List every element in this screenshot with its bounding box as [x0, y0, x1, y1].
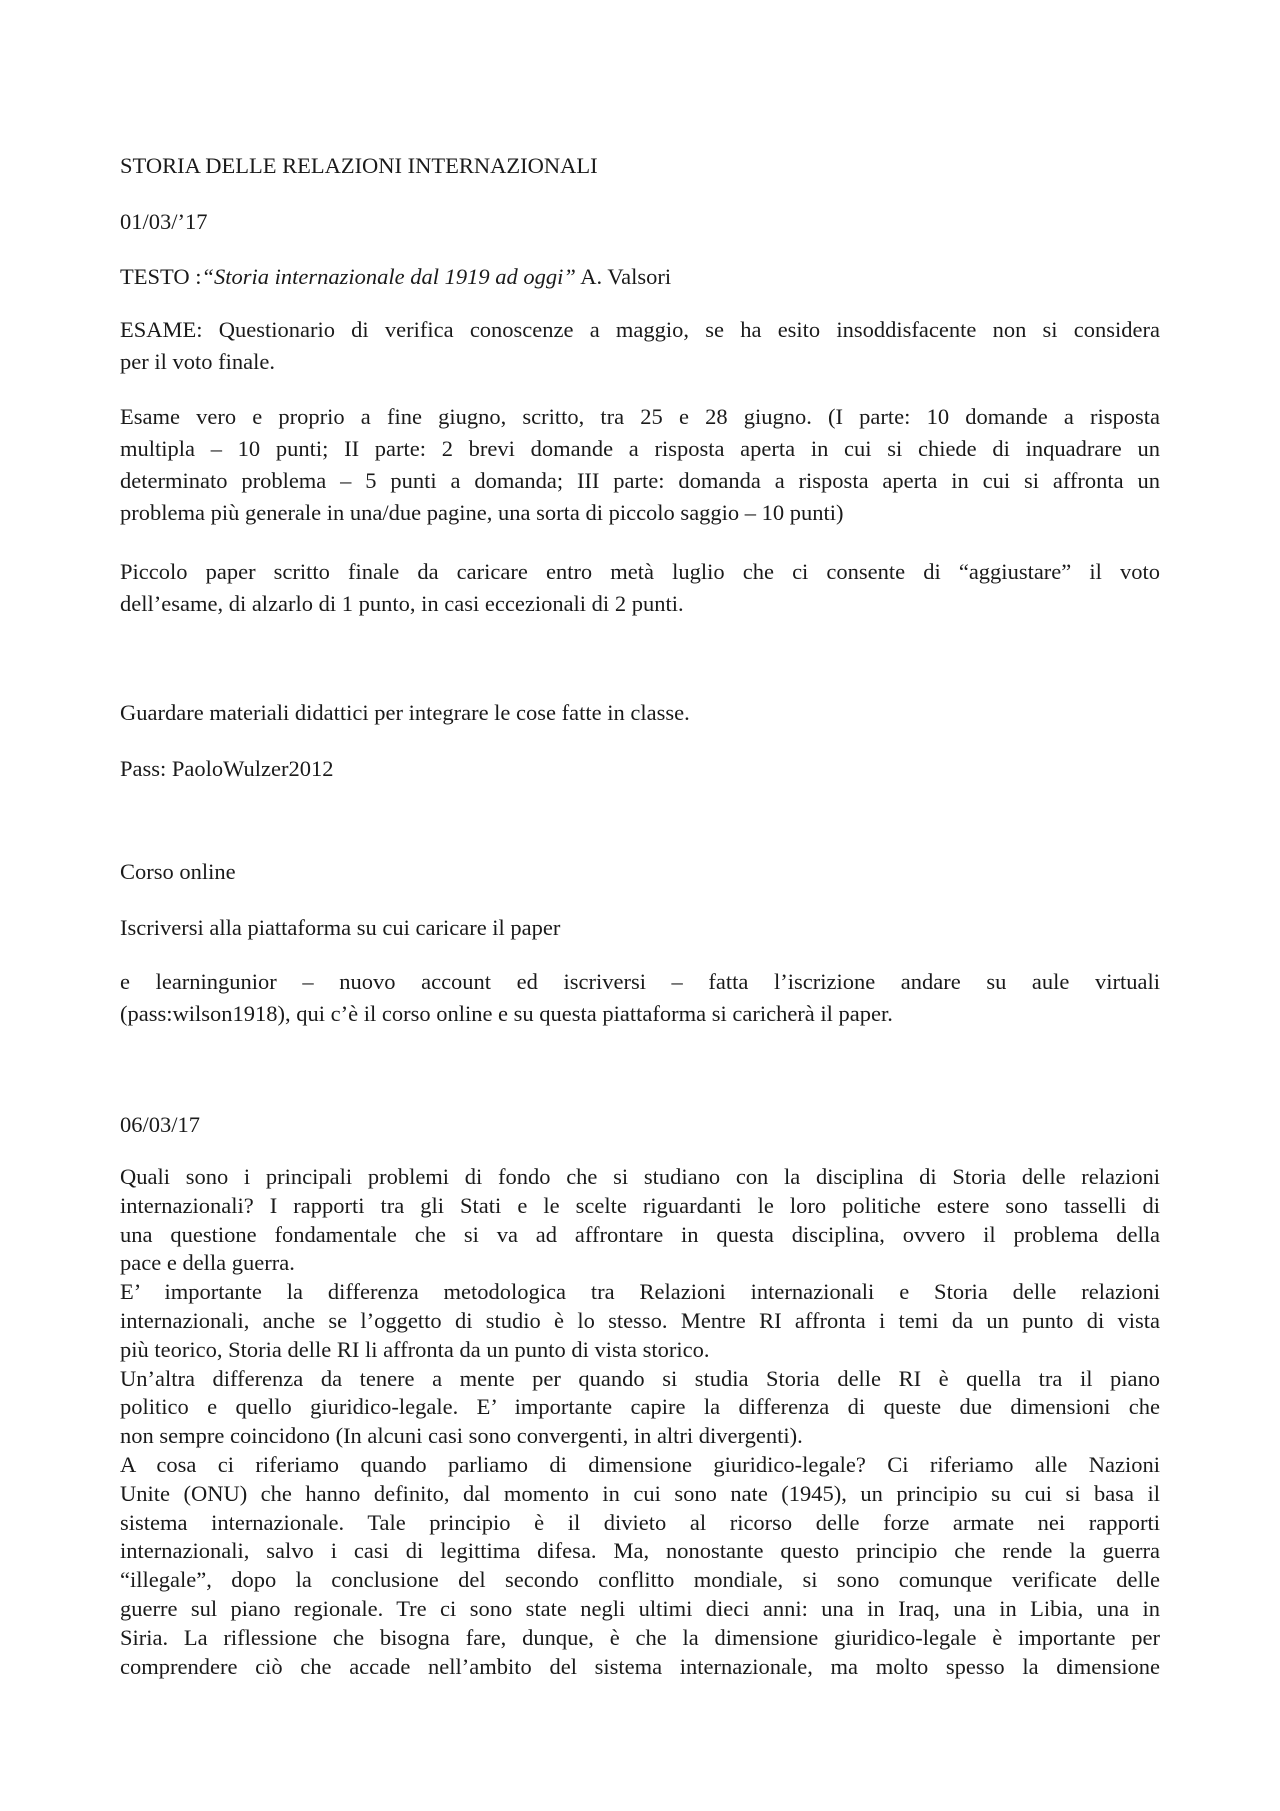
document-title: STORIA DELLE RELAZIONI INTERNAZIONALI: [120, 153, 598, 178]
pass-line: Pass: PaoloWulzer2012: [120, 756, 334, 781]
body-line: Quali sono i principali problemi di fondo che si studiano con la disciplina di Storia delle relazioni: [120, 1164, 1160, 1189]
guardare-line: Guardare materiali didattici per integrare le cose fatte in classe.: [120, 700, 690, 725]
corso-online-heading: Corso online: [120, 859, 236, 884]
body-line: internazionali, anche se l’oggetto di studio è lo stesso. Mentre RI affronta i temi da un punto di vista: [120, 1307, 1160, 1333]
paragraph-line: ESAME: Questionario di verifica conoscenze a maggio, se ha esito insoddisfacente non si considera: [120, 317, 1160, 342]
book-author: A. Valsori: [575, 264, 672, 289]
paragraph-line: determinato problema – 5 punti a domanda; III parte: domanda a risposta aperta in cui si affronta un: [120, 468, 1160, 493]
body-line: sistema internazionale. Tale principio è il divieto al ricorso delle forze armate nei rapporti: [120, 1509, 1160, 1535]
paragraph-line: dell’esame, di alzarlo di 1 punto, in casi eccezionali di 2 punti.: [120, 591, 684, 616]
body-line: non sempre coincidono (In alcuni casi sono convergenti, in altri divergenti).: [120, 1423, 803, 1449]
esame-vero-paragraph: [120, 401, 1160, 529]
esame-paragraph: [120, 314, 1160, 378]
paper-paragraph: [120, 556, 1160, 620]
paragraph-line: e learningunior – nuovo account ed iscriversi – fatta l’iscrizione andare su aule virtuali: [120, 969, 1160, 994]
body-line: Siria. La riflessione che bisogna fare, dunque, è che la dimensione giuridico-legale è importante per: [120, 1624, 1160, 1650]
body-line: “illegale”, dopo la conclusione del secondo conflitto mondiale, si sono comunque verificate delle: [120, 1567, 1160, 1593]
body-line: E’ importante la differenza metodologica tra Relazioni internazionali e Storia delle relazioni: [120, 1279, 1160, 1305]
paragraph-line: multipla – 10 punti; II parte: 2 brevi domande a risposta aperta in cui si chiede di inquadrare un: [120, 436, 1160, 461]
paragraph-line: per il voto finale.: [120, 349, 275, 374]
iscriversi-line: Iscriversi alla piattaforma su cui caricare il paper: [120, 915, 561, 940]
body-line: Unite (ONU) che hanno definito, dal momento in cui sono nate (1945), un principio su cui si basa il: [120, 1480, 1160, 1506]
testo-line: [120, 261, 1160, 293]
lesson-date-1: 01/03/’17: [120, 209, 208, 234]
body-line: Un’altra differenza da tenere a mente per quando si studia Storia delle RI è quella tra il piano: [120, 1365, 1160, 1391]
body-line: internazionali? I rapporti tra gli Stati e le scelte riguardanti le loro politiche estere sono tasselli di: [120, 1192, 1160, 1218]
learning-paragraph: [120, 966, 1160, 1030]
body-line: politico e quello giuridico-legale. E’ importante capire la differenza di queste due dimensioni che: [120, 1394, 1160, 1420]
body-line: comprendere ciò che accade nell’ambito del sistema internazionale, ma molto spesso la dimensione: [120, 1653, 1160, 1679]
body-line: pace e della guerra.: [120, 1250, 295, 1276]
body-line: una questione fondamentale che si va ad affrontare in questa disciplina, ovvero il problema della: [120, 1221, 1160, 1247]
paragraph-line: Esame vero e proprio a fine giugno, scritto, tra 25 e 28 giugno. (I parte: 10 domande a risposta: [120, 404, 1160, 429]
paragraph-line: Piccolo paper scritto finale da caricare entro metà luglio che ci consente di “aggiustare” il voto: [120, 559, 1160, 584]
paragraph-line: problema più generale in una/due pagine, una sorta di piccolo saggio – 10 punti): [120, 500, 844, 525]
body-line: A cosa ci riferiamo quando parliamo di dimensione giuridico-legale? Ci riferiamo alle Nazioni: [120, 1451, 1160, 1477]
body-line: più teorico, Storia delle RI li affronta da un punto di vista storico.: [120, 1336, 710, 1362]
paragraph-line: (pass:wilson1918), qui c’è il corso online e su questa piattaforma si caricherà il paper.: [120, 1001, 893, 1026]
lesson-body: [120, 1163, 1160, 1681]
body-line: internazionali, salvo i casi di legittima difesa. Ma, nonostante questo principio che rende la guerra: [120, 1538, 1160, 1564]
testo-label: TESTO :: [120, 264, 202, 289]
body-line: guerre sul piano regionale. Tre ci sono state negli ultimi dieci anni: una in Iraq, una in Libia, una in: [120, 1595, 1160, 1621]
lesson-date-2: 06/03/17: [120, 1112, 201, 1137]
book-title: “Storia internazionale dal 1919 ad oggi”: [201, 264, 576, 289]
